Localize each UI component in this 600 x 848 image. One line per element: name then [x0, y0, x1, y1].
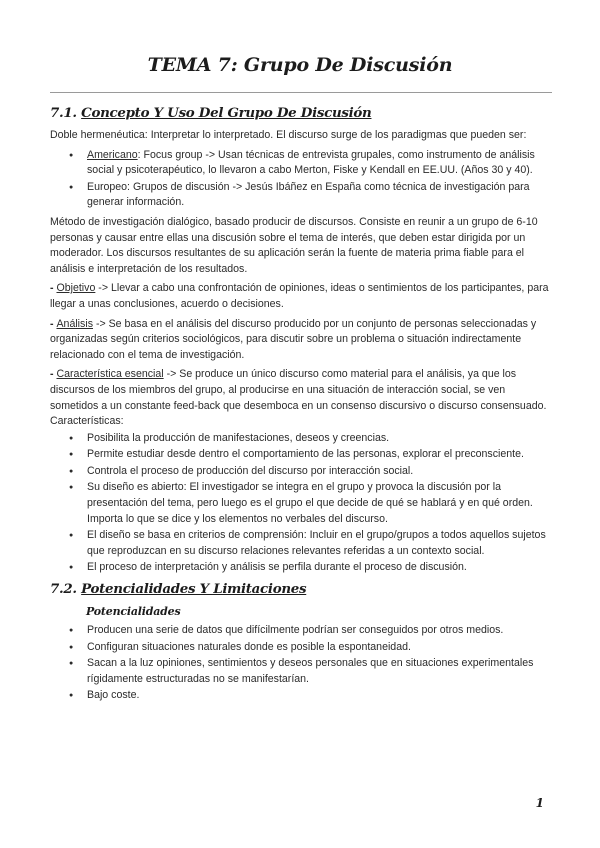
term: Análisis — [56, 317, 93, 330]
paradigm-list — [50, 148, 554, 211]
list-item: ● Producen una serie de datos que difícilmente podrían ser conseguidos por otros medios. — [87, 623, 554, 639]
section-heading-7-2 — [50, 580, 554, 598]
dash: - — [50, 282, 57, 295]
list-item: ● Configuran situaciones naturales donde es posible la espontaneidad. — [87, 640, 554, 656]
section-title: Potencialidades Y Limitaciones — [81, 581, 307, 598]
item-text: : Focus group -> Usan técnicas de entrevista grupales, como instrumento de análisis social y psicoterapéutico, lo llevaron a cabo Merton, Fiske y Kendall en EE.UU. (Años 30 y 40). — [87, 148, 535, 177]
list-item: ● Sacan a la luz opiniones, sentimientos y deseos personales que en situaciones experimentales rígidamente estructuradas no se manifestarían. — [87, 656, 554, 687]
section-number: 7.1. — [50, 105, 82, 121]
item-text: Europeo: Grupos de discusión -> Jesús Ibáñez en España como técnica de investigación para generar información. — [87, 180, 530, 209]
features-list — [50, 431, 554, 576]
list-item: ● El diseño se basa en criterios de comprensión: Incluir en el grupo/grupos a todos aquellos sujetos que reproduzcan en su discurso relaciones relevantes referidas a un contexto social. — [87, 528, 554, 559]
term: Americano — [87, 148, 138, 161]
item-text: -> Se basa en el análisis del discurso producido por un conjunto de personas seleccionadas y organizadas según criterios sociológicos, para discutir sobre un problema o situación indirectamente relacionado con el tema de investigación. — [50, 317, 537, 361]
dash: - — [50, 317, 57, 330]
potencialidades-list — [50, 623, 554, 704]
subsection-heading: Potencialidades — [86, 605, 181, 619]
list-item: ● Controla el proceso de producción del discurso por interacción social. — [87, 464, 554, 480]
objetivo-paragraph — [50, 281, 554, 312]
title-divider — [50, 92, 552, 93]
document-title: TEMA 7: Grupo De Discusión — [147, 54, 453, 76]
list-item — [87, 180, 554, 211]
section-heading-7-1 — [50, 104, 554, 122]
item-text: -> Se produce un único discurso como material para el análisis, ya que los discursos de los miembros del grupo, al producirse en una situación de interacción social, se ven sometidos a un constante feed-back que desemboca en un consenso discursivo o discurso consensuado. Características: — [50, 368, 547, 428]
list-item: ● Posibilita la producción de manifestaciones, deseos y creencias. — [87, 431, 554, 447]
page-number: 1 — [535, 796, 544, 810]
caracteristica-paragraph — [50, 367, 554, 429]
list-item: ● Su diseño es abierto: El investigador se integra en el grupo y provoca la discusión por la presentación del tema, pero luego es el grupo el que decide de qué se hablará y en qué orden. Importa lo que se dice y los elementos no verbales del discurso. — [87, 480, 554, 527]
intro-paragraph: Doble hermenéutica: Interpretar lo interpretado. El discurso surge de los paradigmas que pueden ser: — [50, 129, 527, 141]
list-item — [87, 148, 554, 179]
analisis-paragraph — [50, 317, 554, 364]
section-number: 7.2. — [50, 581, 82, 598]
term: Objetivo — [56, 282, 96, 295]
method-paragraph: Método de investigación dialógico, basado producir de discursos. Consiste en reunir a un grupo de 6-10 personas y causar entre ellas una discusión sobre el tema de interés, que deben estar dirigida por un moderador. Los discursos resultantes de su aplicación serán la fuente de materia prima fiable para el análisis e interpretación de los resultados. — [50, 215, 538, 275]
list-item: ● Bajo coste. — [87, 688, 554, 704]
document-body — [50, 104, 554, 708]
section-title: Concepto Y Uso Del Grupo De Discusión — [81, 105, 372, 121]
dash: - — [50, 368, 57, 381]
item-text: -> Llevar a cabo una confrontación de opiniones, ideas o sentimientos de los participantes, para llegar a unas conclusiones, acuerdo o decisiones. — [50, 282, 549, 310]
list-item: ● Permite estudiar desde dentro el comportamiento de las personas, explorar el preconsciente. — [87, 447, 554, 463]
list-item: ● El proceso de interpretación y análisis se perfila durante el proceso de discusión. — [87, 560, 554, 576]
term: Característica esencial — [56, 368, 164, 381]
